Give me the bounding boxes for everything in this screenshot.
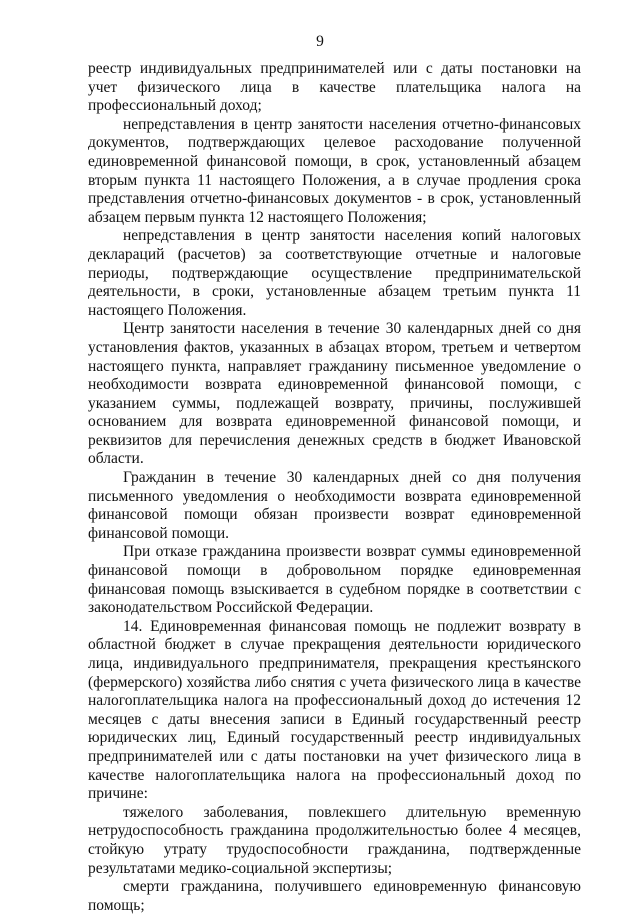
paragraph-3: непредставления в центр занятости населения копий налоговых деклараций (расчетов) за соответствующие отчетные и налоговые периоды, подтверждающие осуществление предпринимательской деятельности, в сроки, установленные абзацем третьим пункта 11 настоящего Положения.: [88, 227, 581, 319]
paragraph-5: Гражданин в течение 30 календарных дней со дня получения письменного уведомления о необходимости возврата единовременной финансовой помощи обязан произвести возврат единовременной финансовой помощи.: [88, 469, 581, 542]
paragraph-6: При отказе гражданина произвести возврат суммы единовременной финансовой помощи в добровольном порядке единовременная финансовая помощь взыскивается в судебном порядке в соответствии с законодательством Российской Федерации.: [88, 543, 581, 617]
document-body: [88, 60, 581, 915]
paragraph-7: 14. Единовременная финансовая помощь не подлежит возврату в областной бюджет в случае прекращения деятельности юридического лица, индивидуального предпринимателя, прекращения крестьянского (фермерского) хозяйства либо снятия с учета физического лица в качестве налогоплательщика налога на профессиональный доход до истечения 12 месяцев с даты внесения записи в Единый государственный реестр юридических лиц, Единый государственный реестр индивидуальных предпринимателей или с даты постановки на учет физического лица в качестве налогоплательщика налога на профессиональный доход по причине:: [88, 617, 581, 803]
paragraph-8: тяжелого заболевания, повлекшего длительную временную нетрудоспособность гражданина продолжительностью более 4 месяцев, стойкую утрату трудоспособности гражданина, подтвержденные результатами медико-социальной экспертизы;: [88, 803, 581, 877]
paragraph-9: смерти гражданина, получившего единовременную финансовую помощь;: [88, 878, 581, 914]
paragraph-1: реестр индивидуальных предпринимателей или с даты постановки на учет физического лица в качестве плательщика налога на профессиональный доход;: [88, 60, 581, 115]
paragraph-2: непредставления в центр занятости населения отчетно-финансовых документов, подтверждающих целевое расходование полученной единовременной финансовой помощи, в срок, установленный абзацем вторым пункта 11 настоящего Положения, а в случае продления срока представления отчетно-финансовых документов - в срок, установленный абзацем первым пункта 12 настоящего Положения;: [88, 115, 581, 226]
page-number: 9: [316, 33, 324, 50]
paragraph-4: Центр занятости населения в течение 30 календарных дней со дня установления фактов, указанных в абзацах втором, третьем и четвертом настоящего пункта, направляет гражданину письменное уведомление о необходимости возврата единовременной финансовой помощи, с указанием суммы, подлежащей возврату, причины, послужившей основанием для возврата единовременной финансовой помощи, и реквизитов для перечисления денежных средств в бюджет Ивановской области.: [88, 320, 581, 468]
